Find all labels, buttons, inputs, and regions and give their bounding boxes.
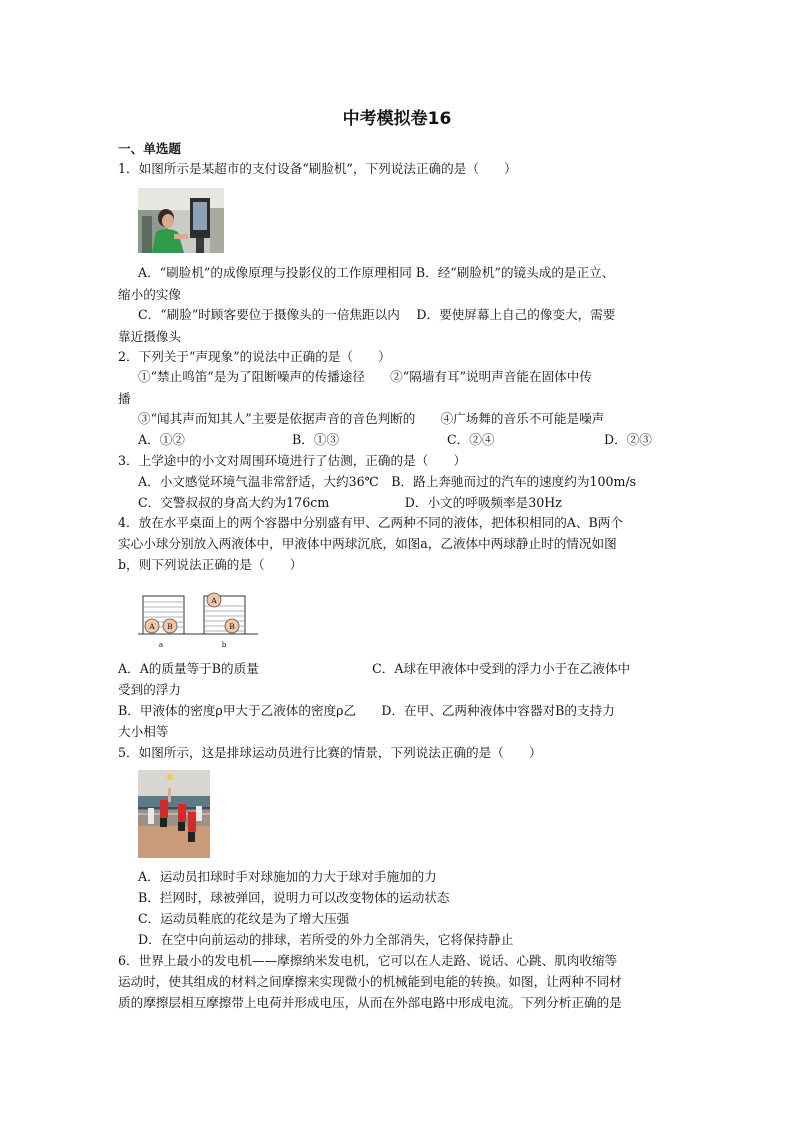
q4-line-3: B．甲液体的密度ρ甲大于乙液体的密度ρ乙 D．在甲、乙两种液体中容器对B的支持力: [118, 703, 615, 718]
q5-option-d: D．在空中向前运动的排球，若所受的外力全部消失，它将保持静止: [138, 932, 514, 947]
q6-line-2: 运动时，使其组成的材料之间摩擦来实现微小的机械能到电能的转换。如图，让两种不同材: [118, 974, 622, 989]
q4-line-2: 受到的浮力: [118, 682, 181, 697]
q2-line-1: ①“禁止鸣笛”是为了阻断噪声的传播途径 ②“隔墙有耳”说明声音能在固体中传: [138, 369, 592, 384]
q2-line-2: 播: [118, 391, 131, 406]
containers-figure: [136, 584, 260, 654]
ball-b-label-right: B: [229, 622, 235, 631]
figure-caption-b: b: [221, 641, 227, 649]
q2-option-b: B．①③: [292, 432, 340, 447]
q1-line-2: 缩小的实像: [118, 287, 181, 302]
q1-stem: 1．如图所示是某超市的支付设备“刷脸机”，下列说法正确的是（ ）: [118, 161, 517, 176]
q4-line-1: A．A的质量等于B的质量 C．A球在甲液体中受到的浮力小于在乙液体中: [118, 661, 631, 676]
ball-b-label-left: B: [167, 622, 173, 631]
q3-stem: 3．上学途中的小文对周围环境进行了估测，正确的是（ ）: [118, 453, 467, 468]
q5-option-b: B．拦网时，球被弹回，说明力可以改变物体的运动状态: [138, 890, 450, 905]
volleyball-photo: [138, 770, 210, 858]
q2-option-d: D．②③: [604, 432, 652, 447]
q4-stem-line-3: b，则下列说法正确的是（ ）: [118, 557, 303, 572]
q6-line-3: 质的摩擦层相互摩擦带上电荷并形成电压，从而在外部电路中形成电流。下列分析正确的是: [118, 995, 622, 1010]
q3-line-2: C．交警叔叔的身高大约为176cm D．小文的呼吸频率是30Hz: [138, 495, 562, 510]
q5-option-a: A．运动员扣球时手对球施加的力大于球对手施加的力: [138, 869, 437, 884]
q5-stem: 5．如图所示，这是排球运动员进行比赛的情景，下列说法正确的是（ ）: [118, 745, 542, 760]
q1-line-1: A．“刷脸机”的成像原理与投影仪的工作原理相同 B．经“刷脸机”的镜头成的是正立、: [138, 265, 615, 280]
ball-a-label-right: A: [211, 596, 217, 605]
q1-line-3: C．“刷脸”时顾客要位于摄像头的一倍焦距以内 D．要使屏幕上自己的像变大，需要: [138, 307, 616, 322]
q3-line-1: A．小文感觉环境气温非常舒适，大约36℃ B．路上奔驰而过的汽车的速度约为100m/s: [138, 474, 637, 489]
q4-line-4: 大小相等: [118, 724, 169, 739]
page-title: 中考模拟卷16: [342, 109, 452, 129]
face-payment-photo: [138, 188, 224, 253]
figure-caption-a: a: [158, 641, 164, 649]
q2-option-a: A．①②: [138, 432, 185, 447]
q2-stem: 2．下列关于“声现象”的说法中正确的是（ ）: [118, 349, 391, 364]
q4-stem-line-1: 4．放在水平桌面上的两个容器中分别盛有甲、乙两种不同的液体，把体积相同的A、B两个: [118, 515, 623, 530]
q5-option-c: C．运动员鞋底的花纹是为了增大压强: [138, 911, 350, 926]
q4-stem-line-2: 实心小球分别放入两液体中，甲液体中两球沉底，如图a，乙液体中两球静止时的情况如图: [118, 536, 617, 551]
section-heading: 一、单选题: [118, 141, 181, 156]
q2-line-3: ③“闻其声而知其人”主要是依据声音的音色判断的 ④广场舞的音乐不可能是噪声: [138, 411, 605, 426]
q6-line-1: 6．世界上最小的发电机——摩擦纳米发电机，它可以在人走路、说话、心跳、肌肉收缩等: [118, 953, 618, 968]
ball-a-label-left: A: [149, 622, 155, 631]
q1-line-4: 靠近摄像头: [118, 329, 181, 344]
q2-option-c: C．②④: [447, 432, 495, 447]
